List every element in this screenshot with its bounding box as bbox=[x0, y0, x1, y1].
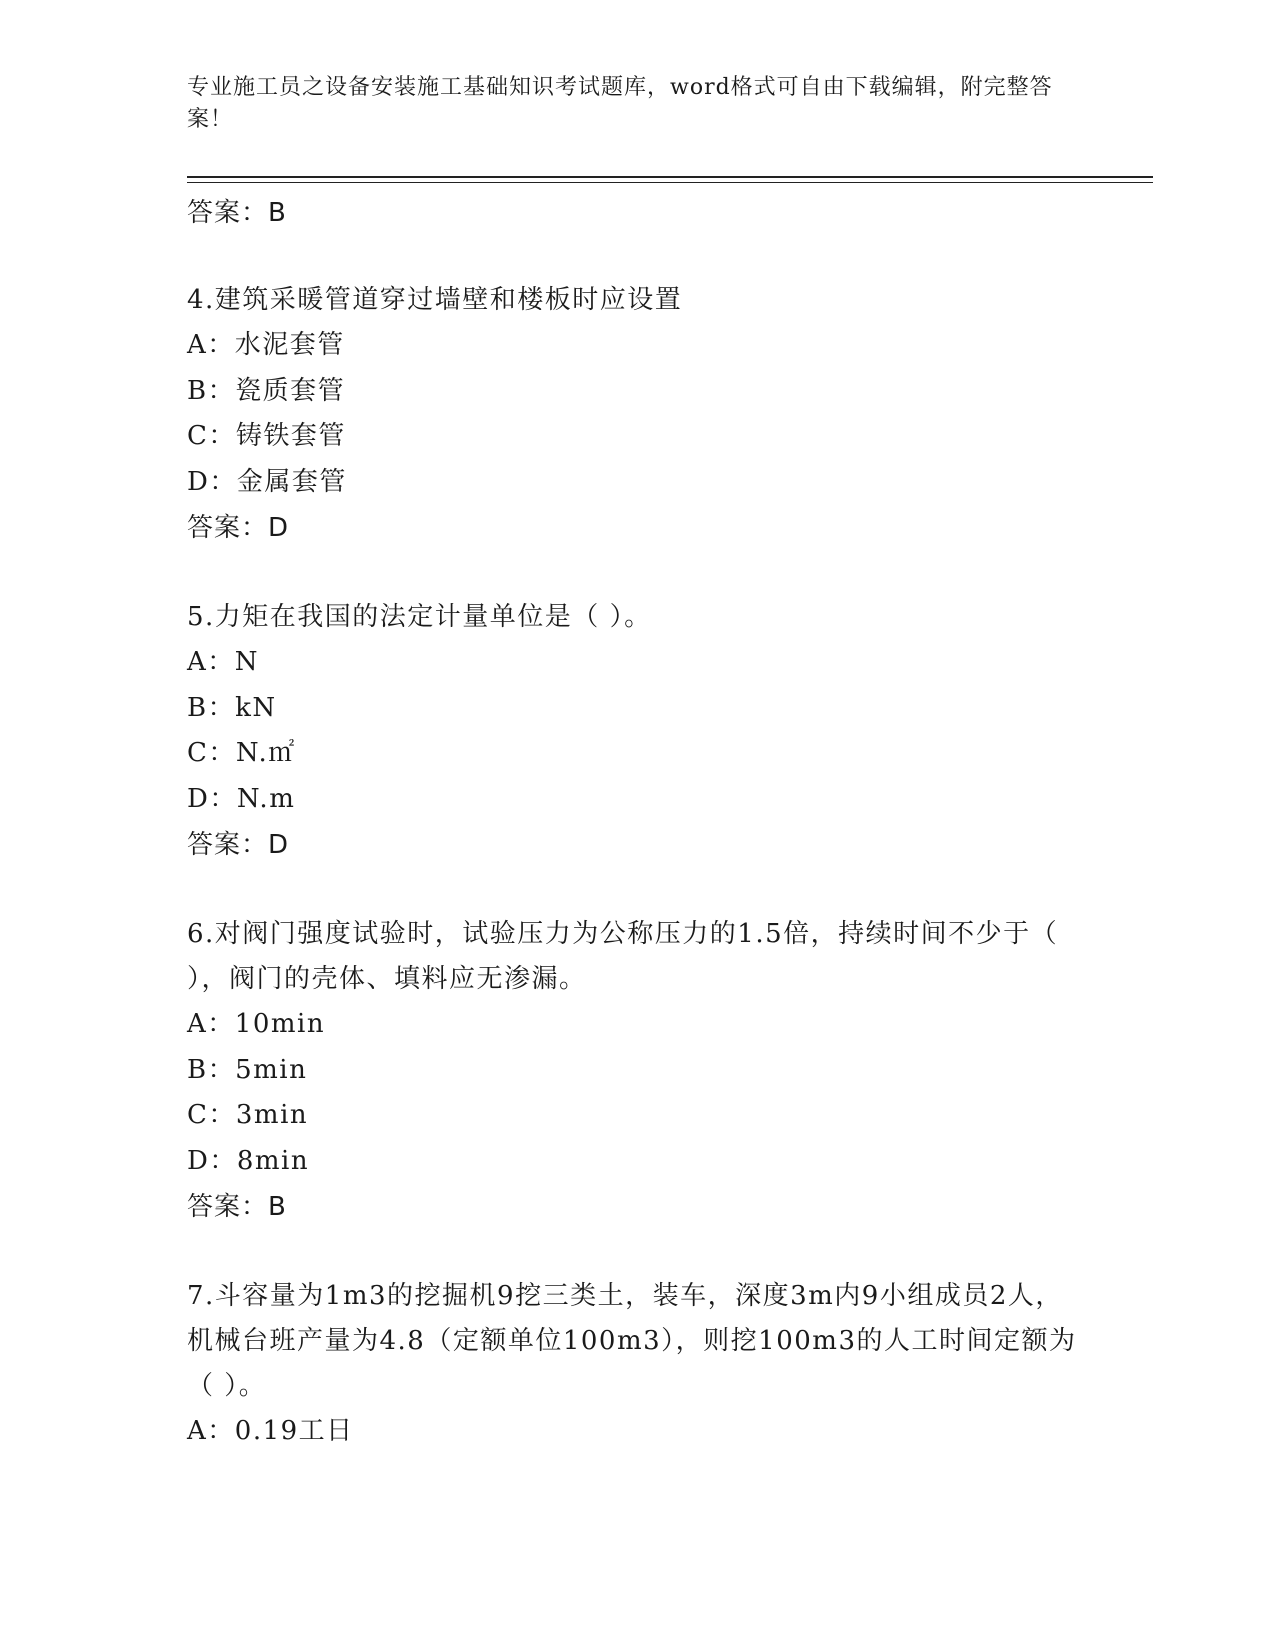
option-b: B：瓷质套管 bbox=[187, 375, 346, 406]
option-a: A：0.19工日 bbox=[187, 1416, 354, 1446]
option-d: D：8min bbox=[187, 1145, 310, 1176]
question-text: 6.对阀门强度试验时，试验压力为公称压力的1.5倍，持续时间不少于（ ），阀门的壳体、填料应无渗漏。 bbox=[187, 919, 1059, 994]
option-b: B：kN bbox=[187, 692, 277, 723]
option-b: B：5min bbox=[187, 1054, 308, 1085]
previous-answer: 答案：B bbox=[187, 198, 287, 228]
answer-line: 答案：D bbox=[187, 830, 290, 860]
option-c: C：N.㎡ bbox=[187, 738, 296, 768]
option-d: D：金属套管 bbox=[187, 466, 347, 497]
option-a: A：水泥套管 bbox=[187, 330, 345, 360]
option-d: D：N.m bbox=[187, 783, 296, 814]
question-block-6 bbox=[187, 912, 1087, 1230]
question-block-4 bbox=[187, 278, 1087, 551]
header-divider-thin bbox=[187, 182, 1153, 183]
question-text: 4.建筑采暖管道穿过墙壁和楼板时应设置 bbox=[187, 285, 683, 315]
option-c: C：铸铁套管 bbox=[187, 421, 346, 451]
question-text: 5.力矩在我国的法定计量单位是（ ）。 bbox=[187, 602, 652, 632]
option-c: C：3min bbox=[187, 1100, 309, 1130]
answer-line: 答案：B bbox=[187, 1192, 287, 1222]
option-a: A：10min bbox=[187, 1009, 326, 1039]
answer-line: 答案：D bbox=[187, 513, 290, 543]
document-header: 专业施工员之设备安装施工基础知识考试题库，word格式可自由下载编辑，附完整答案！ bbox=[187, 75, 1053, 132]
question-list bbox=[187, 190, 1087, 1455]
question-block-5 bbox=[187, 595, 1087, 868]
header-divider-thick bbox=[187, 176, 1153, 178]
question-text: 7.斗容量为1m3的挖掘机9挖三类土，装车，深度3m内9小组成员2人，机械台班产量为4.8（定额单位100m3），则挖100m3的人工时间定额为（ ）。 bbox=[187, 1281, 1077, 1401]
option-a: A：N bbox=[187, 647, 260, 677]
question-block-7 bbox=[187, 1274, 1087, 1455]
